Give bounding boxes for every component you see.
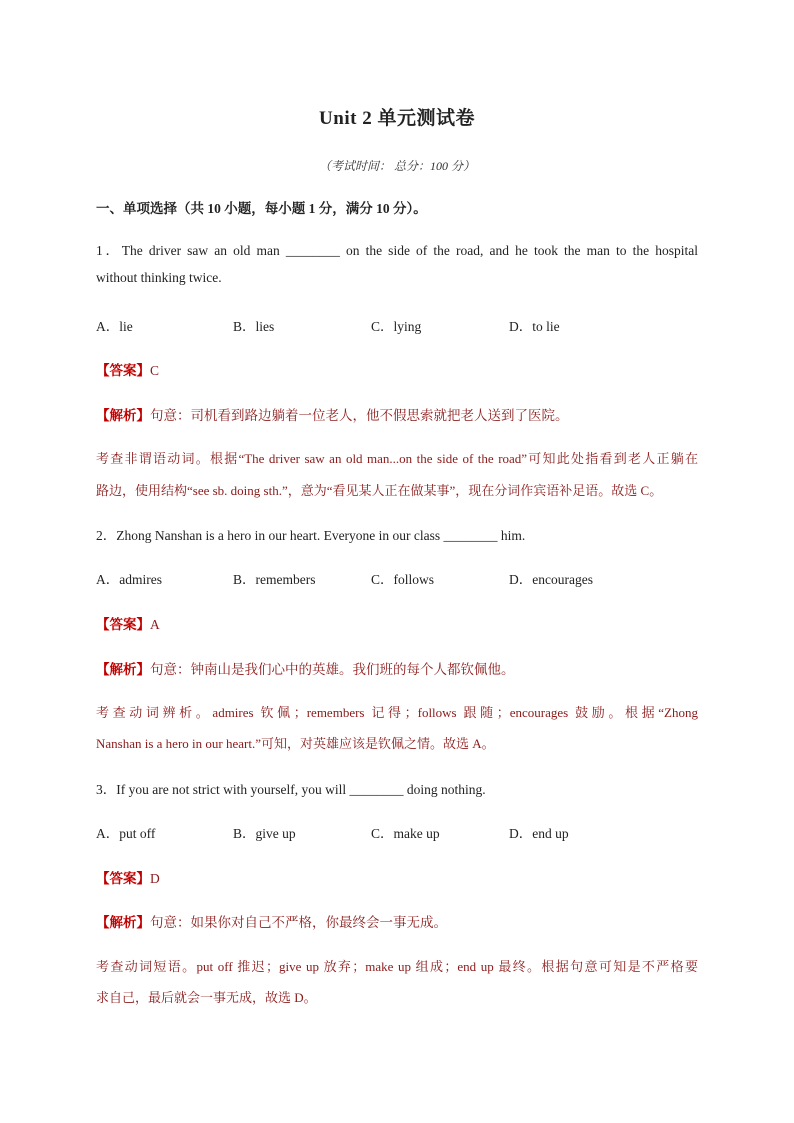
question-3-analysis [96,911,447,931]
question-1-stem-line2: without thinking twice. [96,270,222,285]
question-1-option-b: B．lies [233,319,275,334]
question-1-option-c: C．lying [371,319,422,334]
question-2-explain-line2: Nanshan is a hero in our heart.”可知，对英雄应该是钦佩之情。故选 A。 [96,736,495,751]
question-3-stem: 3．If you are not strict with yourself, you will ________ doing nothing. [96,782,486,797]
analysis-tag: 【解析】 [96,915,150,930]
question-3-option-b: B．give up [233,826,296,841]
question-2-option-b: B．remembers [233,572,316,587]
section-heading: 一、单项选择（共 10 小题，每小题 1 分，满分 10 分）。 [96,201,427,216]
analysis-tag: 【解析】 [96,662,150,677]
question-2-option-d: D．encourages [509,572,593,587]
analysis-text: 句意：钟南山是我们心中的英雄。我们班的每个人都钦佩他。 [150,662,515,677]
question-3-option-c: C．make up [371,826,440,841]
question-1-option-a: A．lie [96,319,133,334]
question-3-answer [96,867,160,887]
question-1-option-d: D．to lie [509,319,560,334]
question-1-explain-line2: 路边，使用结构“see sb. doing sth.”，意为“看见某人正在做某事”，现在分词作宾语补足语。故选 C。 [96,483,663,498]
analysis-tag: 【解析】 [96,408,150,423]
analysis-text: 句意：如果你对自己不严格，你最终会一事无成。 [150,915,447,930]
answer-tag: 【答案】 [96,363,150,378]
answer-value: C [150,363,160,378]
question-1-stem-line1: 1．The driver saw an old man ________ on the side of the road, and he took the man to the hospital [96,243,698,258]
question-1-explain-line1: 考查非谓语动词。根据“The driver saw an old man...on the side of the road”可知此处指看到老人正躺在 [96,451,698,466]
exam-info: （考试时间： 总分：100 分） [318,159,475,173]
question-3-option-d: D．end up [509,826,569,841]
question-1-answer [96,359,159,379]
question-2-explain-line1: 考查动词辨析。admires 钦佩；remembers 记得；follows 跟随；encourages 鼓励。根据“Zhong [96,705,698,720]
question-2-option-a: A．admires [96,572,162,587]
answer-tag: 【答案】 [96,871,150,886]
question-3-option-a: A．put off [96,826,156,841]
question-3-explain-line2: 求自己，最后就会一事无成，故选 D。 [96,990,317,1005]
answer-value: D [150,871,160,886]
page-title: Unit 2 单元测试卷 [319,108,475,129]
answer-value: A [150,617,160,632]
analysis-text: 句意：司机看到路边躺着一位老人，他不假思索就把老人送到了医院。 [150,408,569,423]
question-3-explain-line1: 考查动词短语。put off 推迟；give up 放弃；make up 组成；end up 最终。根据句意可知是不严格要 [96,959,698,974]
question-2-option-c: C．follows [371,572,435,587]
question-2-stem: 2．Zhong Nanshan is a hero in our heart. Everyone in our class ________ him. [96,528,526,543]
question-1-analysis [96,404,569,424]
answer-tag: 【答案】 [96,617,150,632]
question-2-analysis [96,658,515,678]
question-2-answer [96,613,160,633]
